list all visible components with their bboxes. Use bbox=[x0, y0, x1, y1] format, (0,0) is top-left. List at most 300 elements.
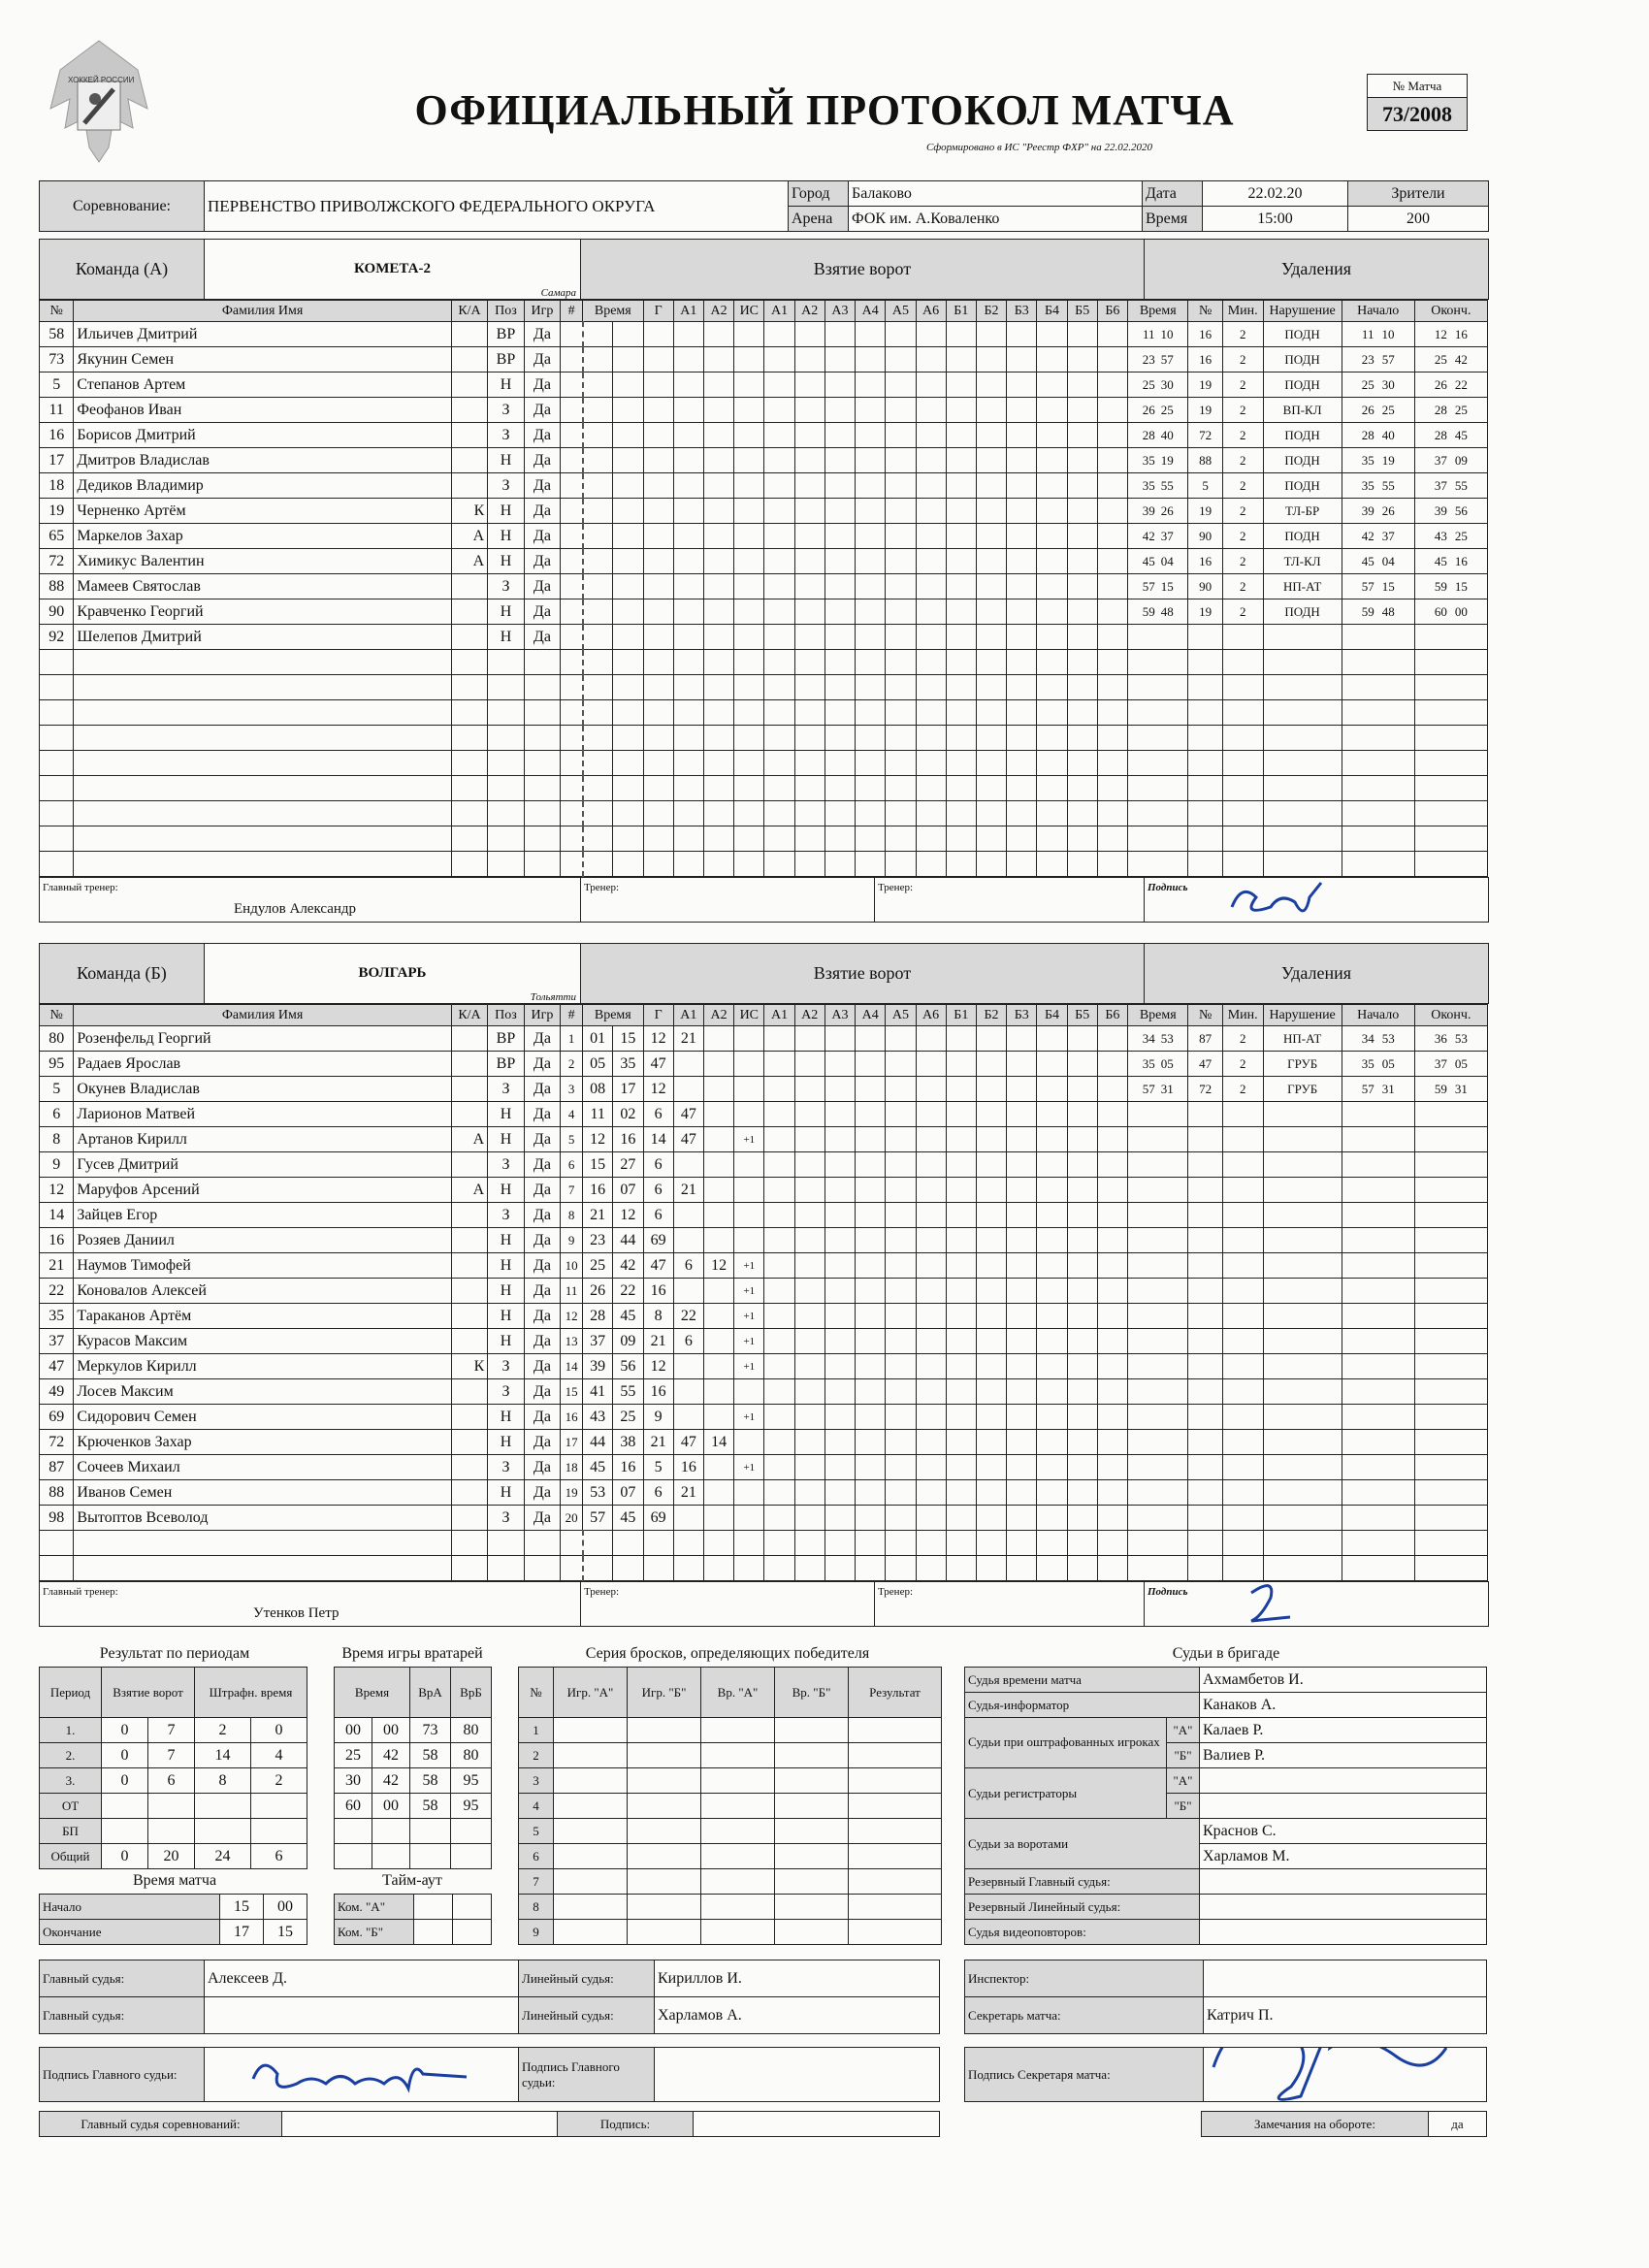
team_a-row bbox=[40, 322, 1488, 347]
empty-cell bbox=[856, 574, 886, 599]
empty-cell bbox=[734, 751, 764, 776]
empty-cell bbox=[1222, 1430, 1263, 1455]
empty-cell bbox=[643, 650, 673, 675]
empty-cell bbox=[794, 1203, 824, 1228]
empty-cell bbox=[74, 726, 451, 751]
empty-cell bbox=[40, 675, 74, 700]
empty-cell bbox=[775, 1819, 849, 1844]
empty-cell bbox=[701, 1718, 775, 1743]
empty-cell bbox=[856, 751, 886, 776]
goal-a1: 16 bbox=[673, 1455, 703, 1480]
team-b-penalties-caption: Удаления bbox=[1145, 944, 1489, 1004]
pen-end-sec: 15 bbox=[1454, 578, 1468, 594]
pen-end bbox=[1414, 549, 1487, 574]
player-igr: Да bbox=[524, 1127, 560, 1152]
col-pen-end-header: Оконч. bbox=[1414, 1005, 1487, 1026]
period-cell: 20 bbox=[148, 1844, 195, 1869]
empty-cell bbox=[1067, 1052, 1097, 1077]
col-goal-3-header: А1 bbox=[673, 1005, 703, 1026]
empty-cell bbox=[886, 801, 916, 826]
empty-cell bbox=[824, 625, 855, 650]
goal-is: +1 bbox=[734, 1354, 764, 1379]
empty-cell bbox=[734, 322, 764, 347]
empty-cell bbox=[643, 373, 673, 398]
empty-cell bbox=[1037, 1102, 1067, 1127]
empty-cell bbox=[1067, 574, 1097, 599]
empty-cell bbox=[734, 852, 764, 877]
pen-time-min: 35 bbox=[1142, 452, 1155, 468]
empty-cell bbox=[916, 776, 946, 801]
timeout-title: Тайм-аут bbox=[382, 1872, 442, 1889]
player-pos: З bbox=[488, 1203, 524, 1228]
empty-cell bbox=[1007, 1077, 1037, 1102]
empty-cell bbox=[40, 852, 74, 877]
empty-cell bbox=[946, 599, 976, 625]
empty-cell bbox=[643, 322, 673, 347]
goal-scorer: 69 bbox=[643, 1506, 673, 1531]
player-ka bbox=[451, 1279, 487, 1304]
goalie-cell: 42 bbox=[372, 1743, 410, 1768]
empty-cell bbox=[613, 373, 643, 398]
empty-cell bbox=[916, 1556, 946, 1581]
ref-informer: Канаков А. bbox=[1200, 1693, 1487, 1718]
empty-cell bbox=[673, 574, 703, 599]
player-ka bbox=[451, 1077, 487, 1102]
player-name: Иванов Семен bbox=[74, 1480, 451, 1506]
empty-cell bbox=[764, 549, 794, 574]
pen-end bbox=[1414, 322, 1487, 347]
goal-a2 bbox=[703, 1379, 733, 1405]
empty-cell bbox=[824, 599, 855, 625]
empty-cell bbox=[794, 1026, 824, 1052]
empty-cell bbox=[976, 1304, 1006, 1329]
empty-cell bbox=[794, 322, 824, 347]
empty-cell bbox=[976, 423, 1006, 448]
player-no: 65 bbox=[40, 524, 74, 549]
empty-cell bbox=[976, 574, 1006, 599]
goalie-cell: 25 bbox=[335, 1743, 372, 1768]
empty-cell bbox=[1128, 1329, 1188, 1354]
empty-cell bbox=[976, 1405, 1006, 1430]
empty-cell bbox=[764, 574, 794, 599]
empty-cell bbox=[1007, 1531, 1037, 1556]
col-pen-time-header: Время bbox=[1128, 301, 1188, 322]
pen-start-sec: 30 bbox=[1381, 376, 1395, 392]
empty-cell bbox=[1007, 726, 1037, 751]
player-name: Борисов Дмитрий bbox=[74, 423, 451, 448]
empty-cell bbox=[613, 801, 643, 826]
empty-cell bbox=[628, 1869, 701, 1895]
empty-cell bbox=[1007, 524, 1037, 549]
empty-cell bbox=[1067, 524, 1097, 549]
empty-cell bbox=[673, 549, 703, 574]
empty-cell bbox=[775, 1844, 849, 1869]
empty-cell bbox=[583, 373, 613, 398]
empty-cell bbox=[856, 1077, 886, 1102]
goal-is bbox=[734, 1178, 764, 1203]
empty-cell bbox=[1222, 726, 1263, 751]
empty-cell bbox=[1007, 751, 1037, 776]
empty-cell bbox=[613, 599, 643, 625]
empty-cell bbox=[673, 675, 703, 700]
empty-cell bbox=[1342, 1203, 1414, 1228]
shootout-header: Результат bbox=[849, 1668, 942, 1718]
pen-start bbox=[1342, 473, 1414, 499]
empty-cell bbox=[40, 1556, 74, 1581]
empty-cell bbox=[1007, 347, 1037, 373]
empty-cell bbox=[1342, 1506, 1414, 1531]
empty-cell bbox=[1222, 1228, 1263, 1253]
empty-cell bbox=[583, 625, 613, 650]
empty-cell bbox=[561, 826, 583, 852]
empty-cell bbox=[824, 700, 855, 726]
empty-cell bbox=[1067, 776, 1097, 801]
team_b-row bbox=[40, 1178, 1488, 1203]
team_b-row bbox=[40, 1152, 1488, 1178]
goal-a1 bbox=[673, 1379, 703, 1405]
empty-cell bbox=[886, 347, 916, 373]
empty-cell bbox=[794, 1329, 824, 1354]
empty-cell bbox=[1263, 1152, 1342, 1178]
empty-cell bbox=[1097, 726, 1127, 751]
empty-cell bbox=[764, 1430, 794, 1455]
empty-cell bbox=[673, 599, 703, 625]
pen-violation: ТЛ-КЛ bbox=[1263, 549, 1342, 574]
pen-player: 19 bbox=[1188, 398, 1222, 423]
empty-cell bbox=[1342, 1455, 1414, 1480]
goal-scorer: 21 bbox=[643, 1329, 673, 1354]
empty-cell bbox=[764, 1506, 794, 1531]
player-igr: Да bbox=[524, 1279, 560, 1304]
goal-scorer: 12 bbox=[643, 1077, 673, 1102]
empty-cell bbox=[1007, 1480, 1037, 1506]
empty-cell bbox=[40, 801, 74, 826]
empty-cell bbox=[583, 524, 613, 549]
pen-violation: ТЛ-БР bbox=[1263, 499, 1342, 524]
empty-cell bbox=[976, 826, 1006, 852]
goalie-cell: 30 bbox=[335, 1768, 372, 1794]
empty-cell bbox=[946, 499, 976, 524]
pen-time-min: 39 bbox=[1142, 502, 1155, 518]
empty-cell bbox=[643, 625, 673, 650]
empty-cell bbox=[976, 1203, 1006, 1228]
player-pos: З bbox=[488, 1152, 524, 1178]
empty-cell bbox=[976, 347, 1006, 373]
pen-start-sec: 37 bbox=[1381, 528, 1395, 543]
goal-min: 57 bbox=[583, 1506, 613, 1531]
pen-player: 47 bbox=[1188, 1052, 1222, 1077]
pen-time-min: 45 bbox=[1142, 553, 1155, 568]
goal-is bbox=[734, 1052, 764, 1077]
empty-cell bbox=[40, 726, 74, 751]
pen-violation: ГРУБ bbox=[1263, 1077, 1342, 1102]
empty-cell bbox=[1128, 1354, 1188, 1379]
empty-cell bbox=[916, 1203, 946, 1228]
pen-minutes: 2 bbox=[1222, 423, 1263, 448]
goal-is bbox=[734, 1102, 764, 1127]
goal-a1: 6 bbox=[673, 1329, 703, 1354]
match-time-table bbox=[39, 1894, 307, 1945]
period-cell bbox=[195, 1819, 251, 1844]
empty-cell bbox=[886, 549, 916, 574]
empty-cell bbox=[1007, 1253, 1037, 1279]
team_a-row bbox=[40, 423, 1488, 448]
player-name: Маркелов Захар bbox=[74, 524, 451, 549]
pen-end-min: 36 bbox=[1434, 1030, 1447, 1046]
empty-cell bbox=[1342, 1178, 1414, 1203]
player-pos: З bbox=[488, 574, 524, 599]
empty-cell bbox=[916, 1152, 946, 1178]
player-ka bbox=[451, 1304, 487, 1329]
empty-cell bbox=[946, 1203, 976, 1228]
empty-cell bbox=[1097, 675, 1127, 700]
empty-cell bbox=[1097, 1203, 1127, 1228]
shootout-no: 2 bbox=[519, 1743, 554, 1768]
player-no: 49 bbox=[40, 1379, 74, 1405]
empty-cell bbox=[1128, 826, 1188, 852]
empty-cell bbox=[1222, 1152, 1263, 1178]
pen-start-sec: 25 bbox=[1381, 402, 1395, 417]
pen-time bbox=[1128, 448, 1188, 473]
timeout-table bbox=[334, 1894, 492, 1945]
player-igr: Да bbox=[524, 1077, 560, 1102]
empty-cell bbox=[976, 1354, 1006, 1379]
player-igr: Да bbox=[524, 1228, 560, 1253]
empty-cell bbox=[794, 549, 824, 574]
empty-cell bbox=[976, 1531, 1006, 1556]
empty-cell bbox=[794, 574, 824, 599]
goal-is bbox=[734, 1077, 764, 1102]
empty-cell bbox=[856, 1102, 886, 1127]
empty-cell bbox=[1188, 1304, 1222, 1329]
team_b-row bbox=[40, 1279, 1488, 1304]
goalie-cell bbox=[410, 1819, 451, 1844]
period-cell: 0 bbox=[102, 1768, 148, 1794]
pen-violation: ВП-КЛ bbox=[1263, 398, 1342, 423]
goal-a2 bbox=[703, 1329, 733, 1354]
team_a-row bbox=[40, 650, 1488, 675]
player-pos: Н bbox=[488, 1102, 524, 1127]
empty-cell bbox=[1188, 1329, 1222, 1354]
empty-cell bbox=[764, 1405, 794, 1430]
team_b-row bbox=[40, 1379, 1488, 1405]
pen-time-sec: 55 bbox=[1160, 477, 1174, 493]
empty-cell bbox=[524, 776, 560, 801]
empty-cell bbox=[946, 625, 976, 650]
goal-num: 3 bbox=[561, 1077, 583, 1102]
periods-h-period: Период bbox=[40, 1668, 102, 1718]
empty-cell bbox=[1188, 625, 1222, 650]
team_a-row bbox=[40, 852, 1488, 877]
empty-cell bbox=[824, 473, 855, 499]
pen-time bbox=[1128, 398, 1188, 423]
empty-cell bbox=[734, 448, 764, 473]
empty-cell bbox=[583, 1556, 613, 1581]
empty-cell bbox=[1128, 675, 1188, 700]
player-no: 35 bbox=[40, 1304, 74, 1329]
city: Балаково bbox=[849, 181, 1143, 207]
shootout-table bbox=[518, 1667, 942, 1945]
goal-num: 1 bbox=[561, 1026, 583, 1052]
empty-cell bbox=[1263, 751, 1342, 776]
empty-cell bbox=[643, 826, 673, 852]
player-igr: Да bbox=[524, 1304, 560, 1329]
ref-goal-label: Судьи за воротами bbox=[965, 1819, 1200, 1869]
empty-cell bbox=[1342, 1279, 1414, 1304]
empty-cell bbox=[703, 675, 733, 700]
player-ka bbox=[451, 1228, 487, 1253]
col-goal-6-header: А1 bbox=[764, 301, 794, 322]
empty-cell bbox=[946, 1354, 976, 1379]
empty-cell bbox=[488, 650, 524, 675]
player-no: 69 bbox=[40, 1405, 74, 1430]
col-goal-time-header: Время bbox=[583, 301, 643, 322]
player-ka bbox=[451, 448, 487, 473]
empty-cell bbox=[673, 700, 703, 726]
empty-cell bbox=[946, 675, 976, 700]
player-pos: З bbox=[488, 1077, 524, 1102]
pen-minutes: 2 bbox=[1222, 1052, 1263, 1077]
empty-cell bbox=[1188, 1102, 1222, 1127]
empty-cell bbox=[1007, 1506, 1037, 1531]
player-igr: Да bbox=[524, 1253, 560, 1279]
goal-is: +1 bbox=[734, 1279, 764, 1304]
empty-cell bbox=[1263, 1480, 1342, 1506]
player-ka bbox=[451, 1026, 487, 1052]
empty-cell bbox=[856, 599, 886, 625]
empty-cell bbox=[1263, 1203, 1342, 1228]
pen-start-sec: 55 bbox=[1381, 477, 1395, 493]
empty-cell bbox=[1188, 751, 1222, 776]
empty-cell bbox=[613, 826, 643, 852]
player-ka bbox=[451, 373, 487, 398]
pen-player: 16 bbox=[1188, 549, 1222, 574]
goal-min: 26 bbox=[583, 1279, 613, 1304]
team_b-row bbox=[40, 1026, 1488, 1052]
empty-cell bbox=[1222, 1506, 1263, 1531]
empty-cell bbox=[1263, 1405, 1342, 1430]
match-start-m: 00 bbox=[264, 1895, 307, 1920]
empty-cell bbox=[1097, 1506, 1127, 1531]
empty-cell bbox=[734, 398, 764, 423]
ref-goal-1: Краснов С. bbox=[1200, 1819, 1487, 1844]
player-pos: Н bbox=[488, 549, 524, 574]
pen-start-min: 57 bbox=[1361, 1081, 1374, 1096]
goal-is bbox=[734, 1506, 764, 1531]
empty-cell bbox=[1037, 322, 1067, 347]
empty-cell bbox=[1007, 398, 1037, 423]
period-cell: 0 bbox=[102, 1718, 148, 1743]
team-a-block bbox=[39, 239, 1488, 923]
empty-cell bbox=[561, 524, 583, 549]
team_a-row bbox=[40, 347, 1488, 373]
empty-cell bbox=[775, 1743, 849, 1768]
col-goal-7-header: А2 bbox=[794, 1005, 824, 1026]
empty-cell bbox=[554, 1844, 628, 1869]
period-cell: 14 bbox=[195, 1743, 251, 1768]
team-a-header bbox=[39, 239, 1489, 300]
empty-cell bbox=[561, 423, 583, 448]
goal-a1: 47 bbox=[673, 1102, 703, 1127]
empty-cell bbox=[824, 675, 855, 700]
pen-violation: ПОДН bbox=[1263, 524, 1342, 549]
empty-cell bbox=[1037, 1077, 1067, 1102]
empty-cell bbox=[643, 347, 673, 373]
empty-cell bbox=[1188, 801, 1222, 826]
pen-time bbox=[1128, 1052, 1188, 1077]
empty-cell bbox=[1128, 801, 1188, 826]
empty-cell bbox=[1067, 1354, 1097, 1379]
col-pen-min-header: Мин. bbox=[1222, 1005, 1263, 1026]
player-pos: Н bbox=[488, 1405, 524, 1430]
team-b-signature-icon bbox=[1232, 1582, 1348, 1627]
empty-cell bbox=[1067, 423, 1097, 448]
empty-cell bbox=[1414, 1253, 1487, 1279]
goal-is bbox=[734, 1379, 764, 1405]
period-cell: 2 bbox=[195, 1718, 251, 1743]
empty-cell bbox=[561, 322, 583, 347]
pen-player: 72 bbox=[1188, 423, 1222, 448]
empty-cell bbox=[916, 1026, 946, 1052]
empty-cell bbox=[524, 675, 560, 700]
empty-cell bbox=[1037, 347, 1067, 373]
empty-cell bbox=[946, 1405, 976, 1430]
player-no: 22 bbox=[40, 1279, 74, 1304]
empty-cell bbox=[856, 524, 886, 549]
pen-start-min: 59 bbox=[1361, 603, 1374, 619]
empty-cell bbox=[1414, 1531, 1487, 1556]
goal-a2 bbox=[703, 1077, 733, 1102]
empty-cell bbox=[673, 322, 703, 347]
empty-cell bbox=[703, 625, 733, 650]
empty-cell bbox=[976, 599, 1006, 625]
period-cell: 8 bbox=[195, 1768, 251, 1794]
goal-is bbox=[734, 1203, 764, 1228]
empty-cell bbox=[976, 1455, 1006, 1480]
empty-cell bbox=[794, 1052, 824, 1077]
empty-cell bbox=[1037, 574, 1067, 599]
col-goal-17-header: Б6 bbox=[1097, 301, 1127, 322]
empty-cell bbox=[673, 1556, 703, 1581]
empty-cell bbox=[561, 549, 583, 574]
empty-cell bbox=[824, 373, 855, 398]
empty-cell bbox=[1007, 650, 1037, 675]
empty-cell bbox=[1414, 1279, 1487, 1304]
empty-cell bbox=[1342, 1354, 1414, 1379]
empty-cell bbox=[1037, 1556, 1067, 1581]
player-ka bbox=[451, 625, 487, 650]
col-goal-5-header: ИС bbox=[734, 301, 764, 322]
empty-cell bbox=[488, 726, 524, 751]
goal-a2: 14 bbox=[703, 1430, 733, 1455]
empty-cell bbox=[643, 599, 673, 625]
empty-cell bbox=[856, 423, 886, 448]
empty-cell bbox=[976, 751, 1006, 776]
arena-label: Арена bbox=[789, 207, 849, 232]
empty-cell bbox=[1188, 1253, 1222, 1279]
empty-cell bbox=[764, 1077, 794, 1102]
empty-cell bbox=[1007, 625, 1037, 650]
empty-cell bbox=[1007, 1228, 1037, 1253]
empty-cell bbox=[849, 1768, 942, 1794]
empty-cell bbox=[856, 1279, 886, 1304]
inspector-label: Инспектор: bbox=[965, 1960, 1204, 1997]
empty-cell bbox=[764, 1329, 794, 1354]
pen-minutes: 2 bbox=[1222, 524, 1263, 549]
empty-cell bbox=[1263, 1253, 1342, 1279]
empty-cell bbox=[916, 852, 946, 877]
team-b-city: Тольятти bbox=[530, 991, 576, 1003]
